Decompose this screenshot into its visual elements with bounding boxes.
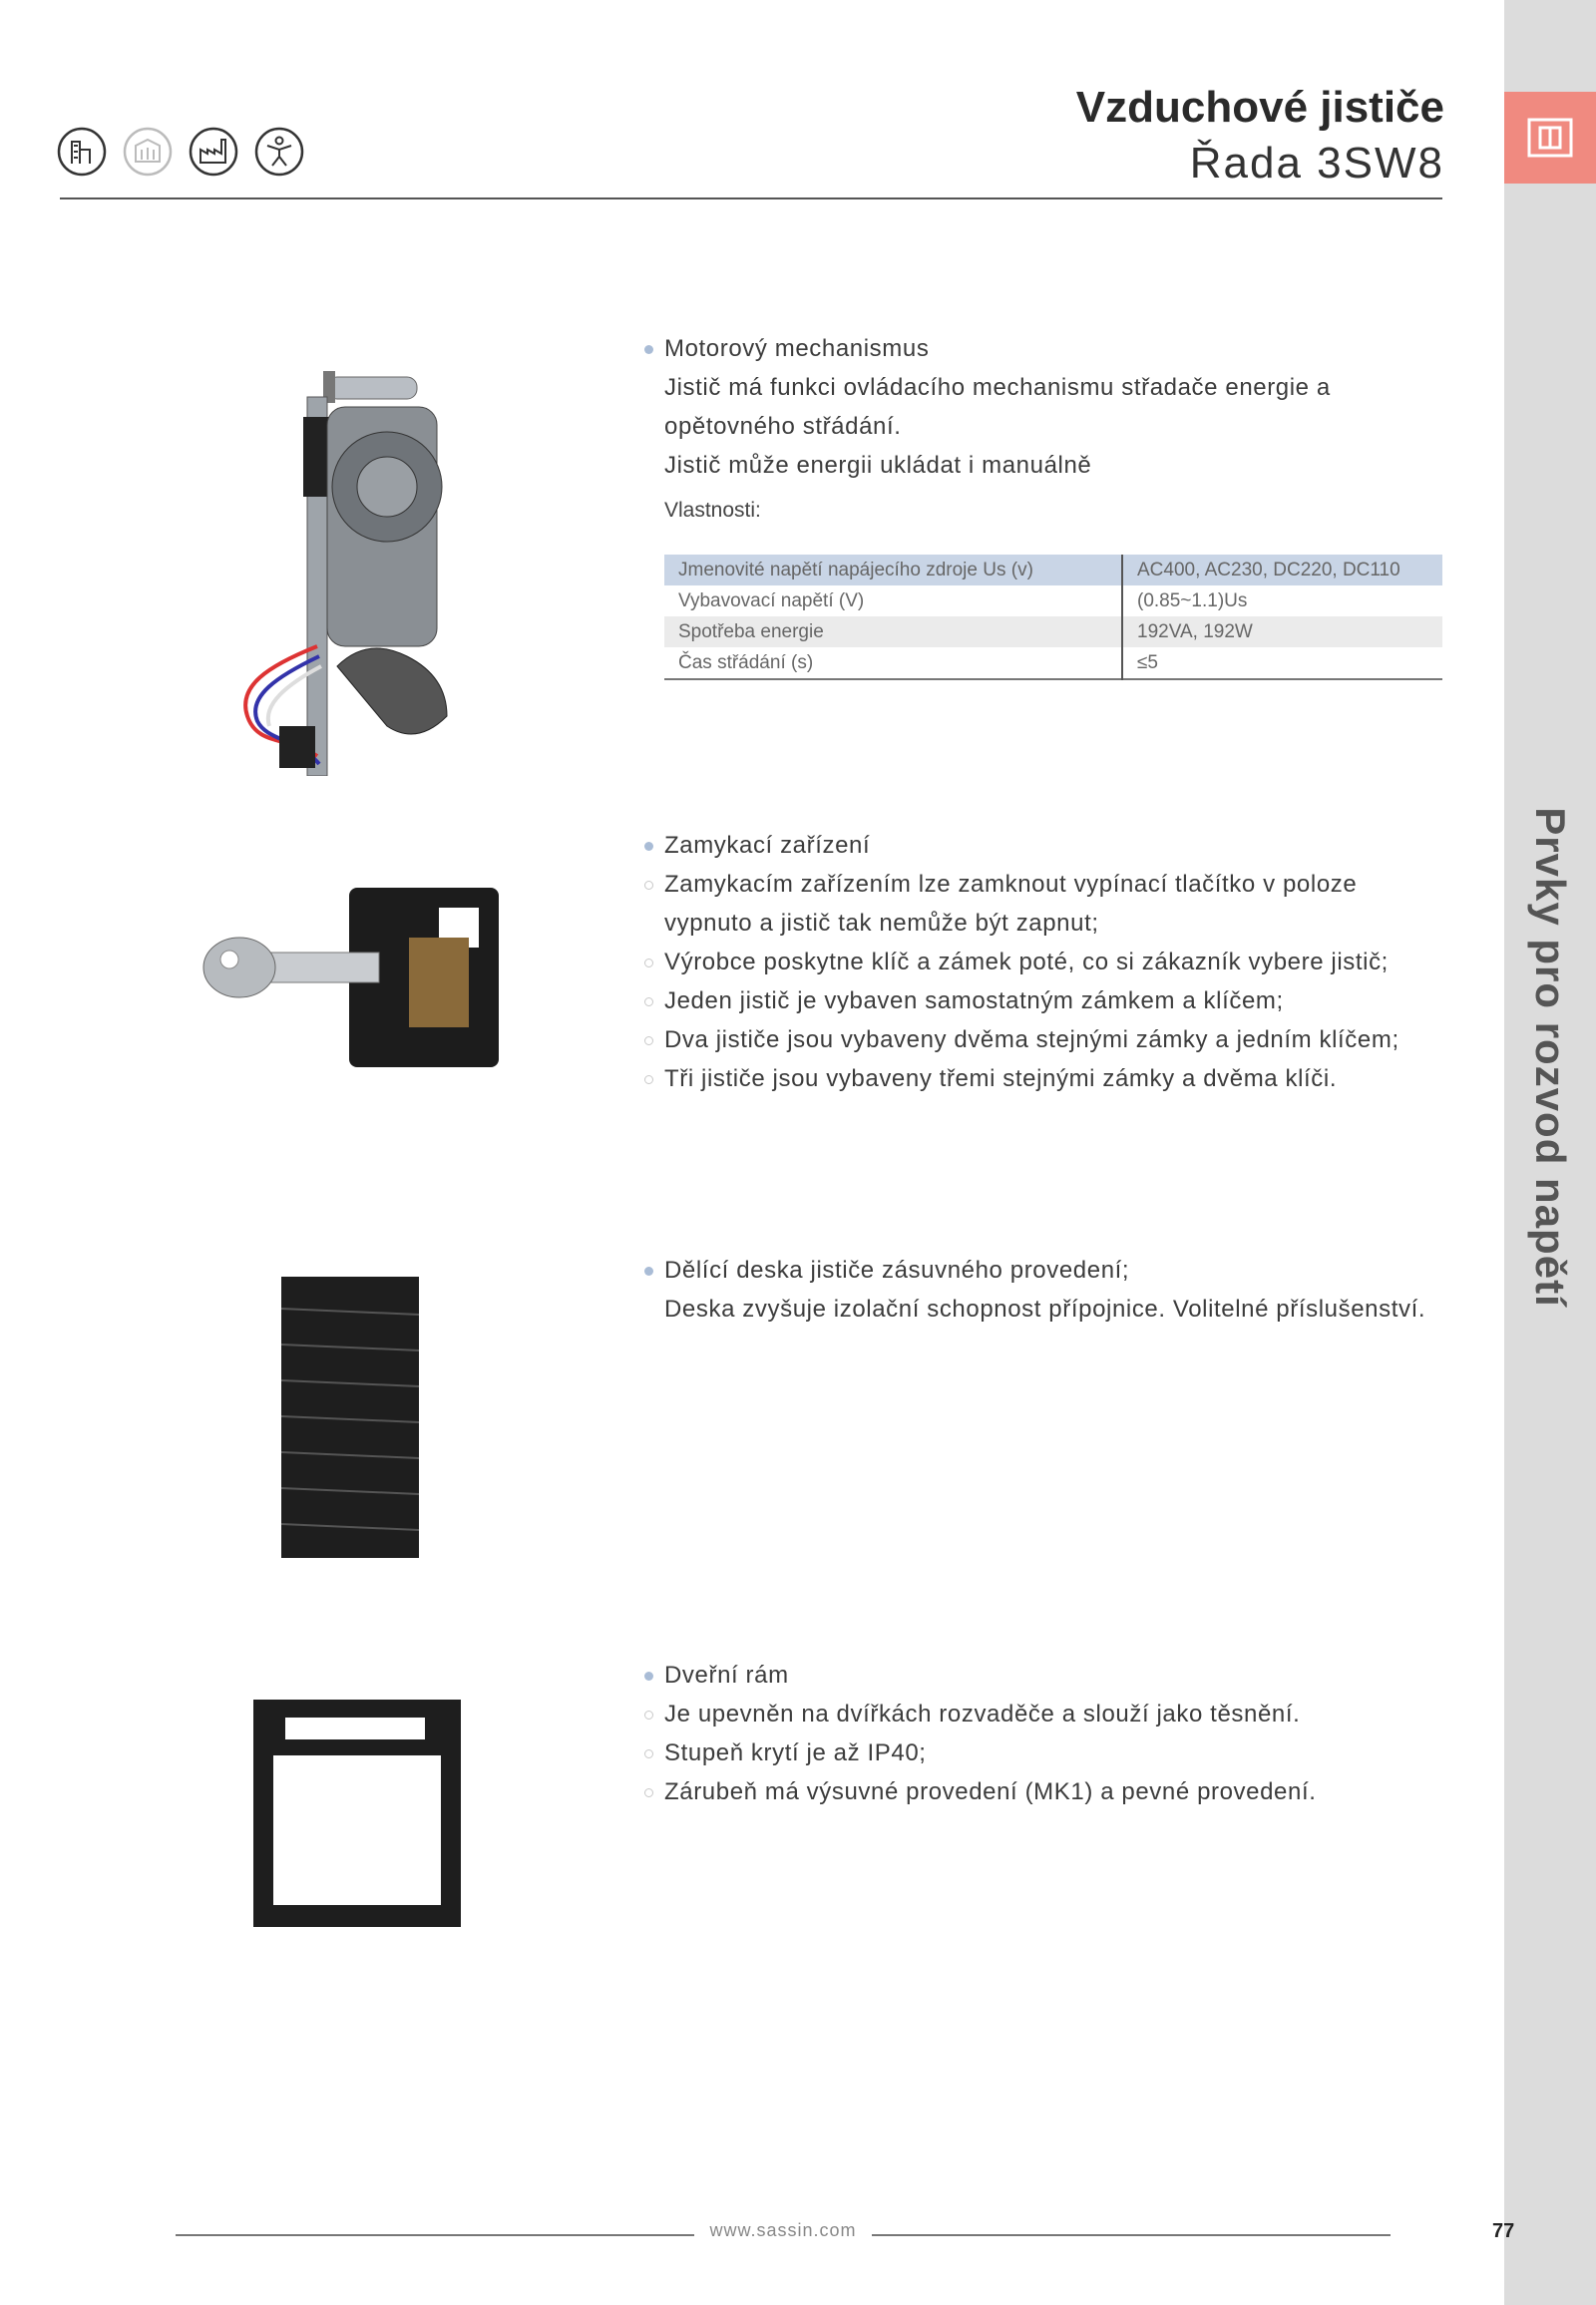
frame-item-1: Je upevněn na dvířkách rozvaděče a slouží jako těsnění. (644, 1695, 1492, 1733)
footer-rule-right (872, 2234, 1391, 2236)
table-cell-value: ≤5 (1137, 651, 1158, 673)
divider-heading: Dělící deska jističe zásuvného provedení; (644, 1251, 1492, 1290)
person-icon (253, 126, 305, 178)
lock-item-4: Dva jističe jsou vybaveny dvěma stejnými zámky a jedním klíčem; (644, 1020, 1492, 1059)
table-cell-param: Čas střádání (s) (664, 647, 1122, 679)
table-cell-param: Vybavovací napětí (V) (664, 585, 1122, 616)
divider-line: Deska zvyšuje izolační schopnost přípojnice. Volitelné příslušenství. (664, 1296, 1426, 1323)
table-row (664, 555, 1442, 585)
section-tab (1504, 92, 1596, 184)
vertical-section-title: Prvky pro rozvod napětí (1527, 807, 1574, 1308)
lock-item-5: Tři jističe jsou vybaveny třemi stejnými zámky a dvěma klíči. (644, 1059, 1492, 1098)
divider-plate-photo (275, 1277, 425, 1558)
breaker-icon (1526, 114, 1574, 162)
motor-line-1: Jistič má funkci ovládacího mechanismu střadače energie a (664, 374, 1331, 401)
page-number: 77 (1492, 2220, 1515, 2242)
motor-line-2: opětovného střádání. (664, 413, 902, 440)
frame-section (644, 1656, 1492, 1811)
application-icons (56, 126, 305, 178)
motor-mechanism-photo (227, 367, 497, 776)
motor-heading: Motorový mechanismus (644, 329, 1492, 368)
door-frame-photo (249, 1696, 465, 1931)
lock-section (644, 826, 1492, 1098)
title-main: Vzduchové jističe (1075, 83, 1444, 132)
lock-item-3: Jeden jistič je vybaven samostatným zámkem a klíčem; (644, 981, 1492, 1020)
frame-item-3: Zárubeň má výsuvné provedení (MK1) a pevné provedení. (644, 1772, 1492, 1811)
properties-label: Vlastnosti: (664, 499, 761, 522)
footer-rule-left (176, 2234, 694, 2236)
properties-table (664, 555, 1442, 680)
table-cell-value: 192VA, 192W (1137, 620, 1253, 642)
lock-device-photo (200, 878, 509, 1077)
footer-website[interactable]: www.sassin.com (709, 2220, 857, 2240)
header-divider (60, 197, 1442, 199)
table-cell-value: AC400, AC230, DC220, DC110 (1137, 559, 1400, 580)
table-row (664, 585, 1442, 616)
lock-item-2: Výrobce poskytne klíč a zámek poté, co si zákazník vybere jistič; (644, 943, 1492, 981)
factory-icon (188, 126, 239, 178)
divider-section (644, 1251, 1492, 1329)
motor-line-3: Jistič může energii ukládat i manuálně (664, 452, 1092, 479)
title-series: Řada 3SW8 (1189, 139, 1444, 188)
table-row (664, 616, 1442, 647)
motor-section (644, 329, 1492, 485)
panel-icon (122, 126, 174, 178)
table-cell-param: Spotřeba energie (664, 616, 1122, 647)
building-icon (56, 126, 108, 178)
lock-item-1-cont: vypnuto a jistič tak nemůže být zapnut; (664, 910, 1099, 937)
frame-heading: Dveřní rám (644, 1656, 1492, 1695)
table-row (664, 647, 1442, 679)
page-title (1076, 80, 1444, 192)
frame-item-2: Stupeň krytí je až IP40; (644, 1733, 1492, 1772)
lock-item-1: Zamykacím zařízením lze zamknout vypínací tlačítko v poloze (644, 865, 1492, 904)
table-cell-value: (0.85~1.1)Us (1137, 589, 1248, 611)
lock-heading: Zamykací zařízení (644, 826, 1492, 865)
table-cell-param: Jmenovité napětí napájecího zdroje Us (v) (664, 555, 1122, 585)
